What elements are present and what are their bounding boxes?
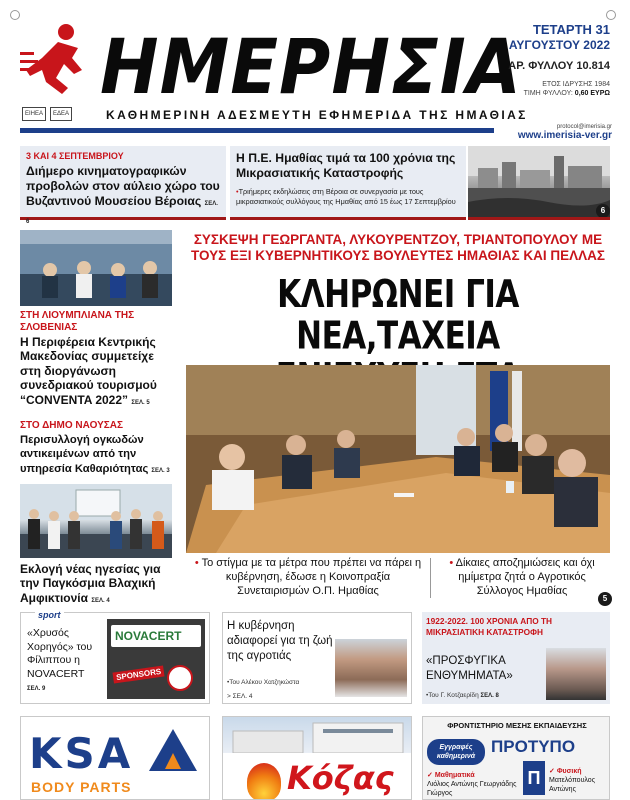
historic-photo [468,146,610,220]
meeting-photo [186,365,610,553]
club-crest-icon [167,665,193,691]
ad-kozas[interactable] [222,716,412,800]
website-link[interactable]: www.imerisia-ver.gr [517,130,612,141]
school-teachers-left: ✓ Μαθηματικά Λιόλιος Αντώνης Γεωργιάδης Γιώργος [427,772,517,797]
sport-tag: sport [35,610,64,620]
main-kicker: ΣΥΣΚΕΨΗ ΓΕΩΡΓΑΝΤΑ, ΛΥΚΟΥΡΕΝΤΖΟΥ, ΤΡΙΑΝΤΟΠΟΥΛΟΥ ΜΕ ΤΟΥΣ ΕΞΙ ΚΥΒΕΡΝΗΤΙΚΟΥΣ ΒΟΥΛΕΥΤΕΣ ΗΜΑΘΙΑΣ ΚΑΙ ΠΕΛΛΑΣ [191,232,605,263]
asia-minor-author: •Του Γ. Κοτζαερίδη ΣΕΛ. 8 [426,692,499,699]
asia-minor-kicker: 1922-2022. 100 ΧΡΟΝΙΑ ΑΠΟ ΤΗ ΜΙΚΡΑΣΙΑΤΙΚΗ ΚΑΤΑΣΤΡΟΦΗ [426,616,553,637]
opinion-author: •Του Αλέκου Χατζηκώστα [227,679,300,686]
conference-photo [20,230,172,306]
page-ref: ΣΕΛ. 3 [151,467,170,474]
page-ref: ΣΕΛ. 9 [27,686,46,692]
ad-school[interactable] [422,716,610,800]
school-mark-icon: Π [523,761,545,795]
bullet: • [236,187,239,196]
runner-logo-icon [20,22,92,102]
story-naousa[interactable] [20,420,172,478]
page-ref: ΣΕΛ. 4 [91,597,110,604]
page-badge: 6 [596,204,610,218]
kozas-logo: Κόζας [287,759,394,797]
opinion-text: Η κυβέρνηση αδιαφορεί για τη ζωή της αγροτιάς [227,620,333,662]
email-link[interactable]: protocol@imerisia.gr [556,124,612,130]
kozas-building-image [223,717,412,753]
story-kicker: ΣΤΗ ΛΙΟΥΜΠΛΙΑΝΑ ΤΗΣ ΣΛΟΒΕΝΙΑΣ [20,310,135,333]
school-teachers-right: ✓ Φυσική Ματελόπουλος Αντώνης [549,768,596,793]
teaser-desc: •Τριήμερες εκδηλώσεις στη Βέροια σε συνεργασία με τους μικρασιατικούς συλλόγους της Ημαθίας από 15 έως 17 Σεπτεμβρίου [236,187,456,206]
story-kicker: ΣΤΟ ΔΗΜΟ ΝΑΟΥΣΑΣ [20,420,123,431]
author-portrait [546,648,606,700]
caption-divider [430,558,431,598]
author-portrait [335,639,407,697]
teaser-cinema[interactable] [20,146,226,225]
ksa-subtitle: BODY PARTS [31,779,132,795]
price-value: 0,60 ΕΥΡΩ [574,90,610,97]
sponsors-badge: SPONSORS [112,665,164,683]
school-name: ΠΡΟΤΥΠΟ [491,737,576,756]
page-ref: > ΣΕΛ. 4 [227,693,253,700]
vlach-assembly-photo [20,484,172,558]
teaser-kicker: 3 ΚΑΙ 4 ΣΕΠΤΕΜΒΡΙΟΥ [26,151,124,161]
issue-day: ΤΕΤΑΡΤΗ 31 [532,22,610,37]
page-ref: ΣΕΛ. 5 [131,399,150,406]
flame-icon [247,763,281,800]
story-vlach[interactable] [20,562,172,608]
tagline: ΚΑΘΗΜΕΡΙΝΗ ΑΔΕΣΜΕΥΤΗ ΕΦΗΜΕΡΙΔΑ ΤΗΣ ΗΜΑΘΙΑΣ [106,108,528,122]
contact-info [500,124,612,141]
caption-right: • Δίκαιες αποζημιώσεις και όχι ημίμετρα ζητά ο Αγροτικός Σύλλογος Ημαθίας [449,557,595,597]
registration-mark [606,10,616,20]
sport-text: «Χρυσός Χορηγός» του Φίλιππου η NOVACERT ΣΕΛ. 9 [27,627,93,692]
caption-left: • Το στίγμα με τα μέτρα που πρέπει να πάρει η κυβέρνηση, έδωσε η Κοινοπραξία Συνεταιρισμών Ο.Π. Ημαθίας [194,557,422,597]
price [500,90,610,97]
founded-year: ΕΤΟΣ ΙΔΡΥΣΗΣ 1984 [542,81,610,88]
main-headline-line1: ΚΛΗΡΩΝΕΙ ΓΙΑ ΝΕΑ,ΤΑΧΕΙΑ [277,272,519,359]
school-title: ΦΡΟΝΤΙΣΤΗΡΙΟ ΜΕΣΗΣ ΕΚΠΑΙΔΕΥΣΗΣ [447,721,587,730]
issue-info [500,22,610,97]
novacert-logo: NOVACERT [115,629,182,643]
historic-city-image [468,146,610,220]
price-label: ΤΙΜΗ ΦΥΛΛΟΥ: [523,90,573,97]
partner-logo: ΕΙΗΕΑ [22,107,46,121]
masthead-title: ΗΜΕΡΗΣΙΑ [100,22,522,112]
sport-box[interactable] [20,612,210,704]
story-conventa[interactable] [20,310,172,410]
story-text: Η Περιφέρεια Κεντρικής Μακεδονίας συμμετείχε στη διοργάνωση συνεδριακού τουρισμού “CONVENTA 2022” ΣΕΛ. 5 [20,335,157,407]
partner-logos [22,107,92,121]
enrollment-badge: Εγγραφές καθημερινά [427,739,485,765]
asia-minor-text: «ΠΡΟΣΦΥΓΙΚΑ ΕΝΘΥΜΗΜΑΤΑ» [426,655,513,682]
issue-month: ΑΥΓΟΥΣΤΟΥ 2022 [508,38,610,52]
header-rule [20,128,494,133]
partner-logo: ΕΔΕΑ [50,107,72,121]
ad-ksa[interactable] [20,716,210,800]
teaser-asia-minor[interactable] [230,146,466,220]
registration-mark [10,10,20,20]
ksa-logo: KSA [29,729,134,778]
page-badge: 5 [598,592,612,606]
sheet-number: ΑΡ. ΦΥΛΛΟΥ 10.814 [508,60,610,72]
teaser-headline: Η Π.Ε. Ημαθίας τιμά τα 100 χρόνια της Μικρασιατικής Καταστροφής [236,151,456,180]
opinion-box[interactable] [222,612,412,704]
page-ref: ΣΕΛ. 6 [26,201,218,225]
asia-minor-box[interactable] [422,612,610,704]
teaser-text: Διήμερο κινηματογραφικών προβολών στον αύλειο χώρο του Βυζαντινού Μουσείου Βέροιας ΣΕΛ. 6 [26,164,220,225]
sponsor-image [107,619,205,699]
story-text: Εκλογή νέας ηγεσίας για την Παγκόσμια Βλαχική Αμφικτιονία ΣΕΛ. 4 [20,562,161,605]
story-text: Περισυλλογή ογκωδών αντικειμένων από την υπηρεσία Καθαριότητας ΣΕΛ. 3 [20,434,170,475]
page-ref: ΣΕΛ. 8 [480,693,499,699]
